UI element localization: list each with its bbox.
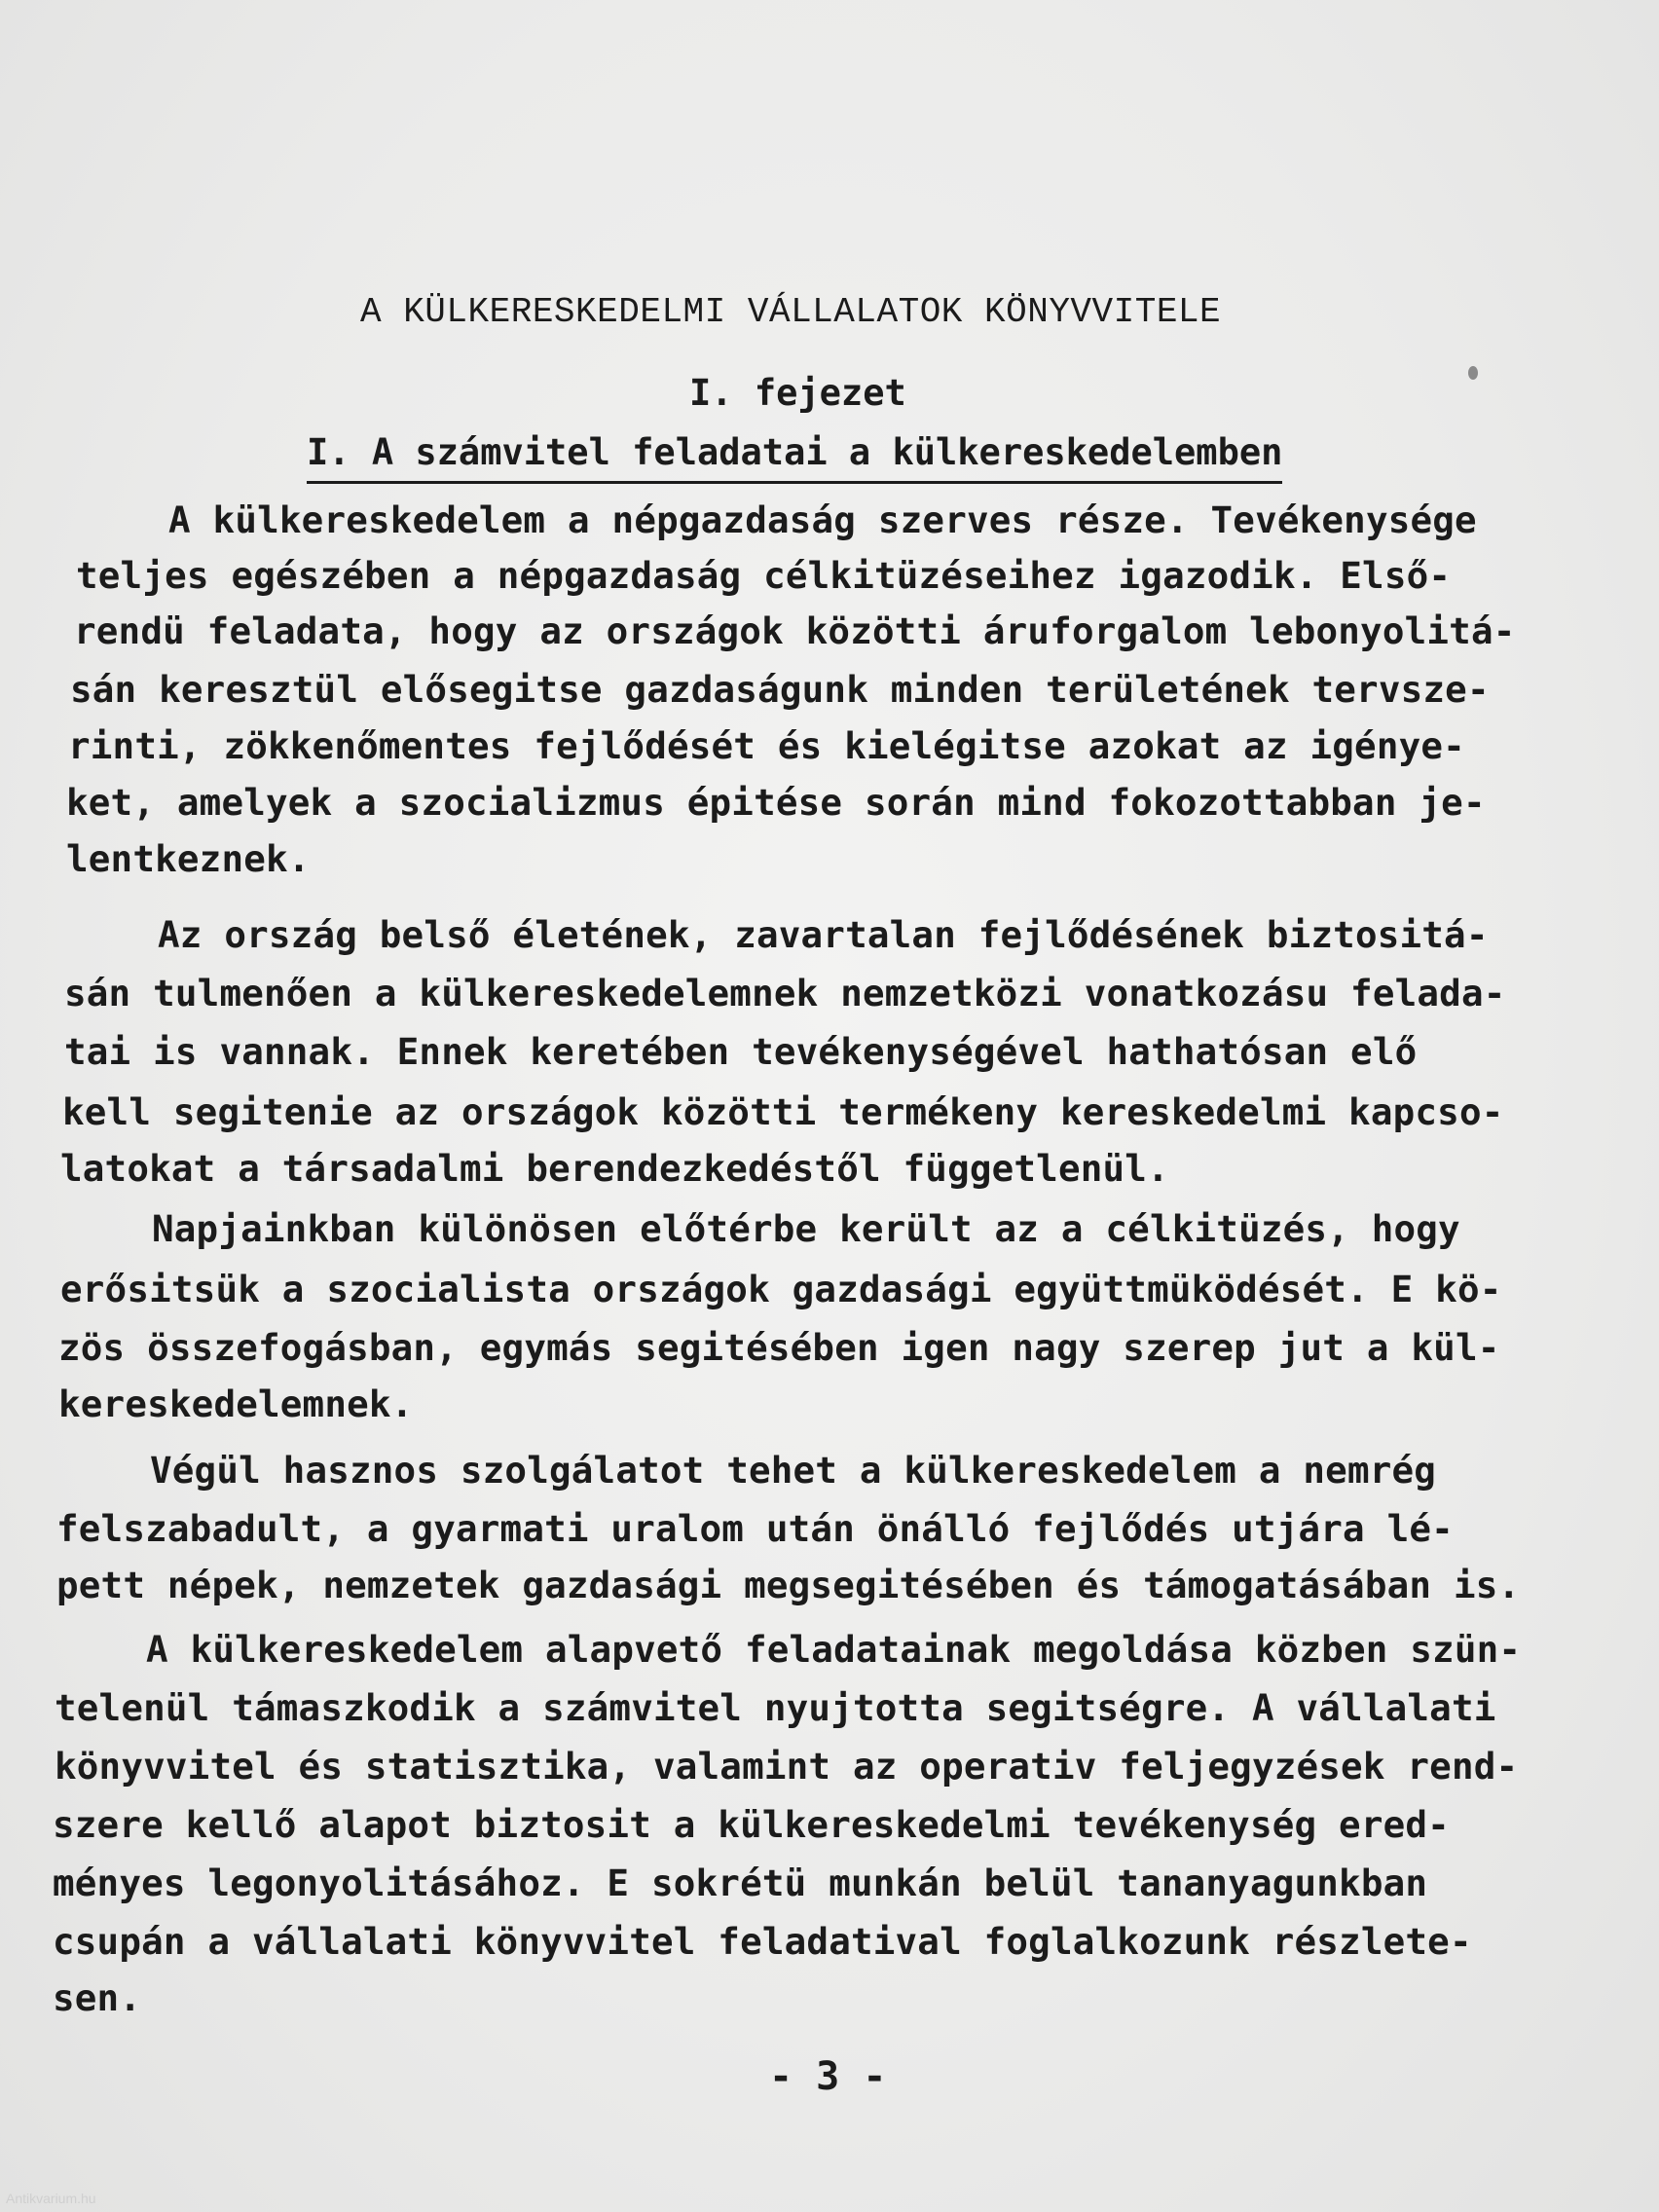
- text-line: sán tulmenően a külkereskedelemnek nemzetközi vonatkozásu felada-: [64, 972, 1506, 1014]
- text-line: kell segitenie az országok közötti termékeny kereskedelmi kapcso-: [62, 1090, 1504, 1133]
- text-line: sen.: [53, 1976, 142, 2019]
- text-line: zös összefogásban, egymás segitésében igen nagy szerep jut a kül-: [58, 1326, 1500, 1369]
- text-line: pett népek, nemzetek gazdasági megsegitésében és támogatásában is.: [56, 1564, 1521, 1606]
- section-heading: I. A számvitel feladatai a külkereskedelemben: [307, 431, 1282, 484]
- text-line: rinti, zökkenőmentes fejlődését és kielégitse azokat az igénye-: [68, 724, 1465, 767]
- text-line: telenül támaszkodik a számvitel nyujtotta segitségre. A vállalati: [55, 1686, 1496, 1729]
- text-line: tai is vannak. Ennek keretében tevékenységével hathatósan elő: [64, 1030, 1418, 1073]
- text-line: teljes egészében a népgazdaság célkitüzéseihez igazodik. Első-: [76, 554, 1452, 597]
- text-line: Napjainkban különösen előtérbe került az a célkitüzés, hogy: [152, 1207, 1460, 1250]
- text-line: Az ország belső életének, zavartalan fejlődésének biztositá-: [158, 913, 1489, 956]
- text-line: csupán a vállalati könyvvitel feladatival foglalkozunk részlete-: [53, 1920, 1472, 1963]
- text-line: ket, amelyek a szocializmus épitése során mind fokozottabban je-: [66, 781, 1486, 824]
- text-line: könyvvitel és statisztika, valamint az operativ feljegyzések rend-: [55, 1745, 1519, 1788]
- text-line: ményes legonyolitásához. E sokrétü munkán belül tananyagunkban: [53, 1862, 1428, 1904]
- text-line: lentkeznek.: [66, 837, 311, 880]
- document-title: A KÜLKERESKEDELMI VÁLLALATOK KÖNYVVITELE: [360, 292, 1222, 332]
- text-line: erősitsük a szocialista országok gazdasági együttmüködését. E kö-: [60, 1268, 1502, 1310]
- text-line: A külkereskedelem a népgazdaság szerves része. Tevékenysége: [168, 498, 1477, 541]
- text-line: A külkereskedelem alapvető feladatainak megoldása közben szün-: [146, 1628, 1522, 1671]
- text-line: kereskedelemnek.: [58, 1382, 414, 1425]
- text-line: felszabadult, a gyarmati uralom után önálló fejlődés utjára lé-: [56, 1507, 1454, 1550]
- text-line: latokat a társadalmi berendezkedéstől függetlenül.: [60, 1147, 1169, 1190]
- paper-speck: [1468, 366, 1478, 380]
- text-line: sán keresztül elősegitse gazdaságunk minden területének tervsze-: [70, 668, 1490, 711]
- watermark: Antikvarium.hu: [6, 2191, 96, 2206]
- text-line: Végül hasznos szolgálatot tehet a külkereskedelem a nemrég: [150, 1449, 1437, 1492]
- chapter-label: I. fejezet: [689, 372, 906, 414]
- text-line: szere kellő alapot biztosit a külkereskedelmi tevékenység ered-: [53, 1803, 1450, 1846]
- page-number: - 3 -: [769, 2054, 887, 2099]
- text-line: rendü feladata, hogy az országok közötti áruforgalom lebonyolitá-: [74, 609, 1516, 652]
